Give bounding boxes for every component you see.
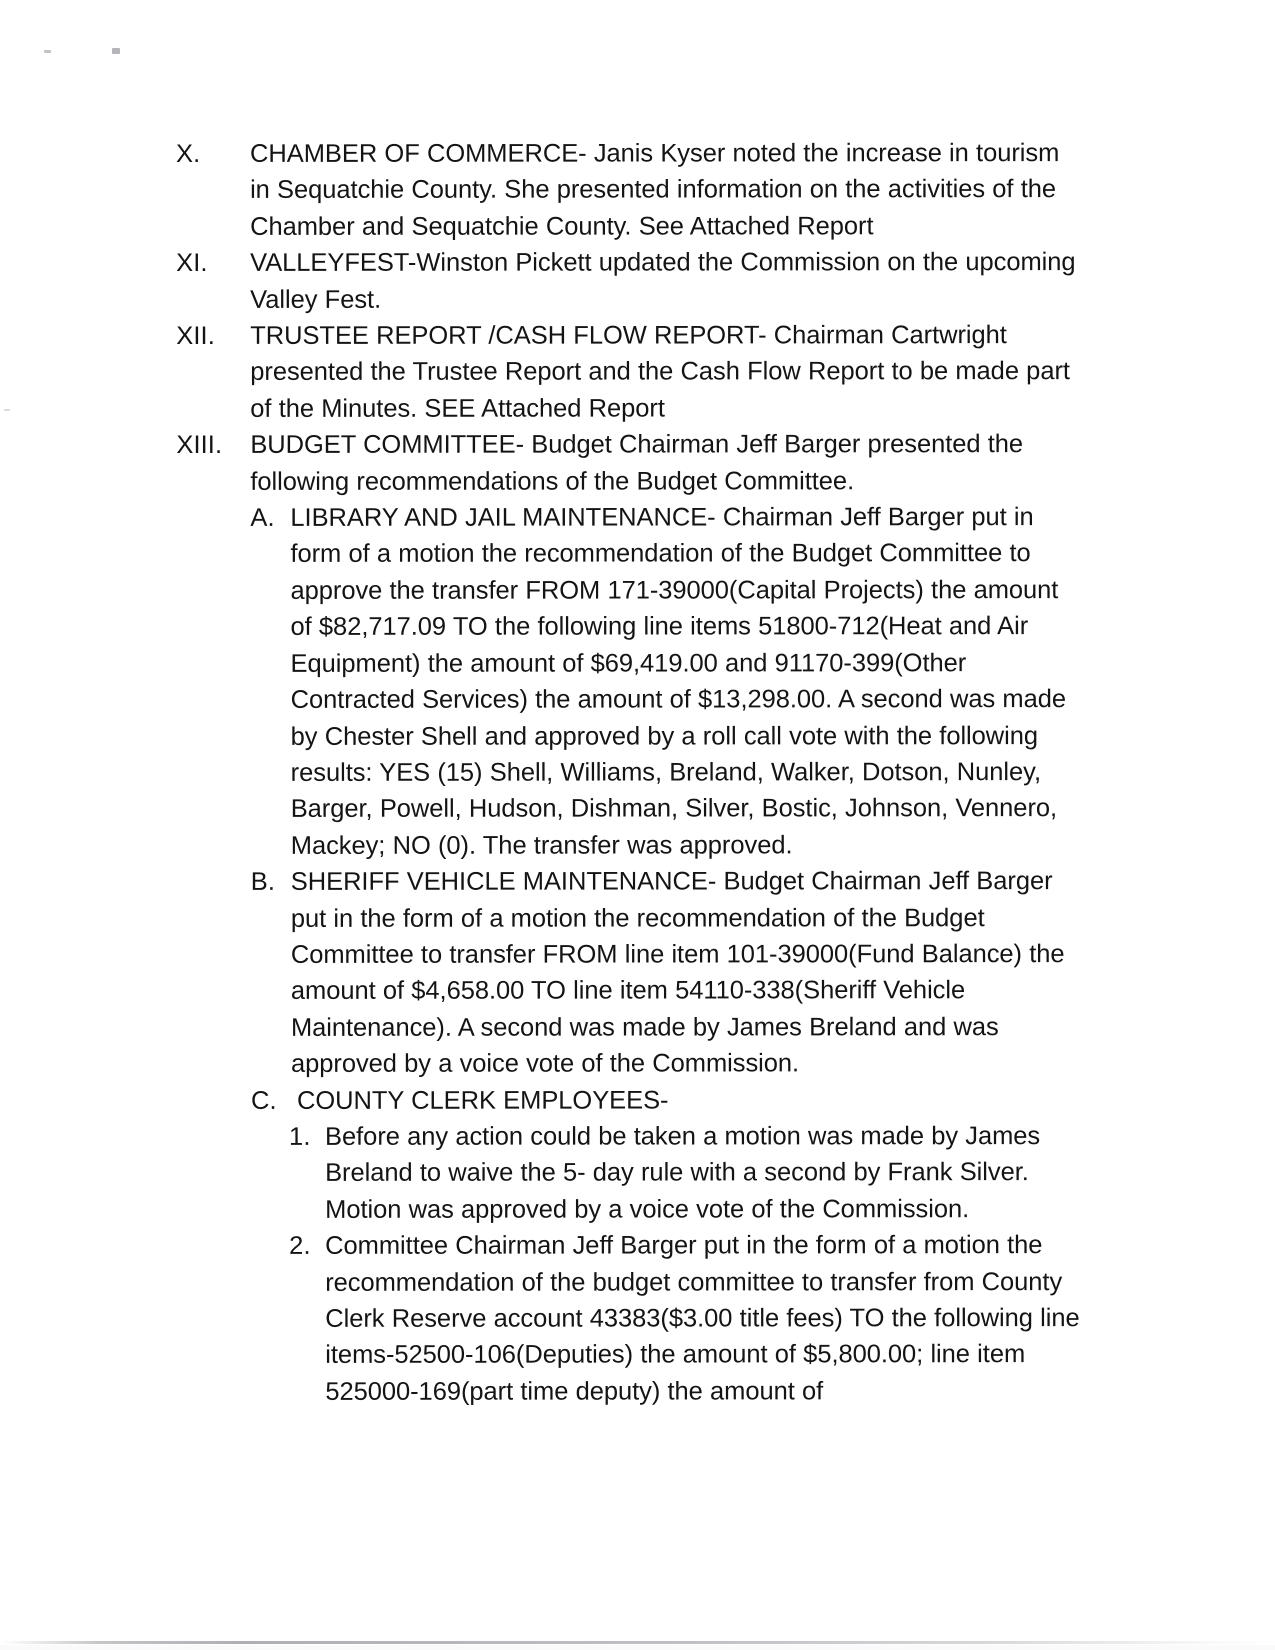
list-item <box>289 1118 1087 1228</box>
list-item <box>176 244 1086 318</box>
scan-speck-icon <box>44 50 51 53</box>
scan-edge-line <box>0 1641 1275 1644</box>
scan-speck-icon <box>4 409 10 411</box>
list-item-text: CHAMBER OF COMMERCE- Janis Kyser noted the increase in tourism in Sequatchie County. She presented information on the activities of the Chamber and Sequatchie County. See Attached Report <box>250 139 1060 241</box>
list-item <box>176 317 1086 427</box>
scan-edge-margin <box>0 1645 1275 1650</box>
list-item-text: TRUSTEE REPORT /CASH FLOW REPORT- Chairman Cartwright presented the Trustee Report and the Cash Flow Report to be made part of the Minutes. SEE Attached Report <box>250 321 1070 423</box>
list-item-text: LIBRARY AND JAIL MAINTENANCE- Chairman Jeff Barger put in form of a motion the recommendation of the Budget Committee to approve the transfer FROM 171-39000(Capital Projects) the amount of $82,717.09 TO the following line items 51800-712(Heat and Air Equipment) the amount of $69,419.00 and 91170-399(Other Contracted Services) the amount of $13,298.00. A second was made by Chester Shell and approved by a roll call vote with the following results: YES (15) Shell, Williams, Breland, Walker, Dotson, Nunley, Barger, Powell, Hudson, Dishman, Silver, Bostic, Johnson, Vennero, Mackey; NO (0). The transfer was approved. <box>290 503 1067 860</box>
list-item <box>251 1082 1087 1119</box>
list-item <box>250 499 1086 864</box>
list-marker: C. <box>250 1086 277 1115</box>
list-item <box>251 863 1087 1082</box>
list-marker: A. <box>250 503 275 532</box>
list-marker: 2. <box>289 1232 311 1261</box>
list-item-text: VALLEYFEST-Winston Pickett updated the Commission on the upcoming Valley Fest. <box>250 248 1076 314</box>
list-marker: XIII. <box>176 431 223 460</box>
list-item-text: Before any action could be taken a motion was made by James Breland to waive the 5- day rule with a second by Frank Silver. Motion was approved by a voice vote of the Commission. <box>325 1122 1041 1224</box>
list-marker: XII. <box>176 321 215 351</box>
scan-speck-icon <box>112 48 120 54</box>
list-marker: X. <box>176 139 201 168</box>
list-marker: B. <box>250 868 276 897</box>
list-item-text: BUDGET COMMITTEE- Budget Chairman Jeff Barger presented the following recommendations of the Budget Committee. <box>250 430 1024 496</box>
list-item <box>289 1227 1087 1410</box>
list-item-text: Committee Chairman Jeff Barger put in the form of a motion the recommendation of the budget committee to transfer from County Clerk Reserve account 43383($3.00 title fees) TO the following line items-52500-106(Deputies) the amount of $5,800.00; line item 525000-169(part time deputy) the amount of <box>325 1231 1080 1406</box>
list-item-text: SHERIFF VEHICLE MAINTENANCE- Budget Chairman Jeff Barger put in the form of a motion the recommendation of the Budget Committee to transfer FROM line item 101-39000(Fund Balance) the amount of $4,658.00 TO line item 54110-338(Sheriff Vehicle Maintenance). A second was made by James Breland and was approved by a voice vote of the Commission. <box>290 867 1065 1079</box>
list-marker: 1. <box>289 1122 311 1151</box>
minutes-body <box>176 135 1087 1410</box>
list-marker: XI. <box>176 249 208 278</box>
list-item <box>176 135 1086 245</box>
list-item-text: COUNTY CLERK EMPLOYEES- <box>296 1086 669 1115</box>
list-item <box>176 426 1086 500</box>
